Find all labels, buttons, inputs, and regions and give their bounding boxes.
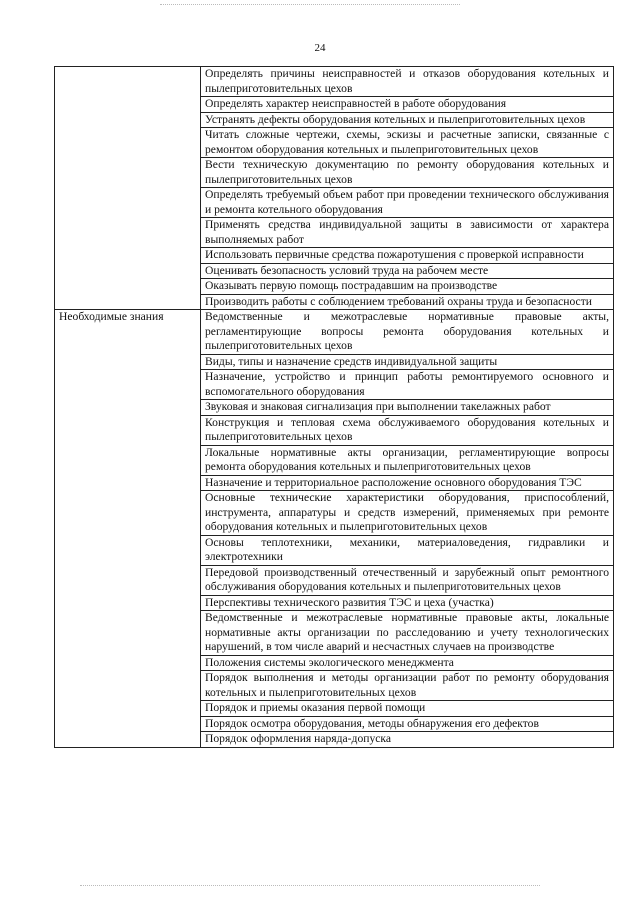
requirement-item: Порядок осмотра оборудования, методы обнаружения его дефектов	[201, 716, 614, 732]
requirement-item: Порядок выполнения и методы организации работ по ремонту оборудования котельных и пылеприготовительных цехов	[201, 671, 614, 701]
page-number: 24	[314, 42, 326, 54]
requirement-item: Оказывать первую помощь пострадавшим на производстве	[201, 279, 614, 295]
requirement-item: Вести техническую документацию по ремонту оборудования котельных и пылеприготовительных цехов	[201, 158, 614, 188]
requirement-item: Конструкция и тепловая схема обслуживаемого оборудования котельных и пылеприготовительных цехов	[201, 415, 614, 445]
requirement-item: Основы теплотехники, механики, материаловедения, гидравлики и электротехники	[201, 535, 614, 565]
requirement-item: Локальные нормативные акты организации, регламентирующие вопросы ремонта оборудования котельных и пылеприготовительных цехов	[201, 445, 614, 475]
requirement-item: Назначение, устройство и принцип работы ремонтируемого основного и вспомогательного оборудования	[201, 370, 614, 400]
requirement-item: Ведомственные и межотраслевые нормативные правовые акты, регламентирующие вопросы ремонта оборудования котельных и пылеприготовительных цехов	[201, 310, 614, 355]
requirement-item: Перспективы технического развития ТЭС и цеха (участка)	[201, 595, 614, 611]
requirement-item: Определять требуемый объем работ при проведении технического обслуживания и ремонта котельного оборудования	[201, 188, 614, 218]
requirement-item: Звуковая и знаковая сигнализация при выполнении такелажных работ	[201, 400, 614, 416]
requirement-item: Оценивать безопасность условий труда на рабочем месте	[201, 263, 614, 279]
requirement-item: Порядок оформления наряда-допуска	[201, 732, 614, 748]
requirements-table	[54, 66, 614, 748]
requirement-item: Определять причины неисправностей и отказов оборудования котельных и пылеприготовительных цехов	[201, 67, 614, 97]
requirement-item: Положения системы экологического менеджмента	[201, 655, 614, 671]
requirements-table-body	[55, 67, 614, 748]
requirement-item: Производить работы с соблюдением требований охраны труда и безопасности	[201, 294, 614, 310]
requirement-item: Применять средства индивидуальной защиты в зависимости от характера выполняемых работ	[201, 218, 614, 248]
requirement-item: Порядок и приемы оказания первой помощи	[201, 701, 614, 717]
table-row	[55, 67, 614, 97]
requirement-item: Устранять дефекты оборудования котельных и пылеприготовительных цехов	[201, 112, 614, 128]
requirement-item: Определять характер неисправностей в работе оборудования	[201, 97, 614, 113]
requirement-item: Ведомственные и межотраслевые нормативные правовые акты, локальные нормативные акты организации по расследованию и учету технологических нарушений, в том числе аварий и несчастных случаев на производстве	[201, 611, 614, 656]
table-row	[55, 310, 614, 355]
scan-edge-bottom	[80, 885, 540, 886]
requirement-item: Назначение и территориальное расположение основного оборудования ТЭС	[201, 475, 614, 491]
scan-edge-top	[160, 4, 460, 5]
section-label: Необходимые знания	[55, 310, 201, 748]
requirement-item: Читать сложные чертежи, схемы, эскизы и расчетные записки, связанные с ремонтом оборудования котельных и пылеприготовительных цехов	[201, 128, 614, 158]
section-label	[55, 67, 201, 310]
requirement-item: Передовой производственный отечественный и зарубежный опыт ремонтного обслуживания оборудования котельных и пылеприготовительных цехов	[201, 565, 614, 595]
requirement-item: Использовать первичные средства пожаротушения с проверкой исправности	[201, 248, 614, 264]
requirement-item: Основные технические характеристики оборудования, приспособлений, инструмента, аппаратуры и средств измерений, применяемых при ремонте оборудования котельных и пылеприготовительных цехов	[201, 491, 614, 536]
requirement-item: Виды, типы и назначение средств индивидуальной защиты	[201, 354, 614, 370]
